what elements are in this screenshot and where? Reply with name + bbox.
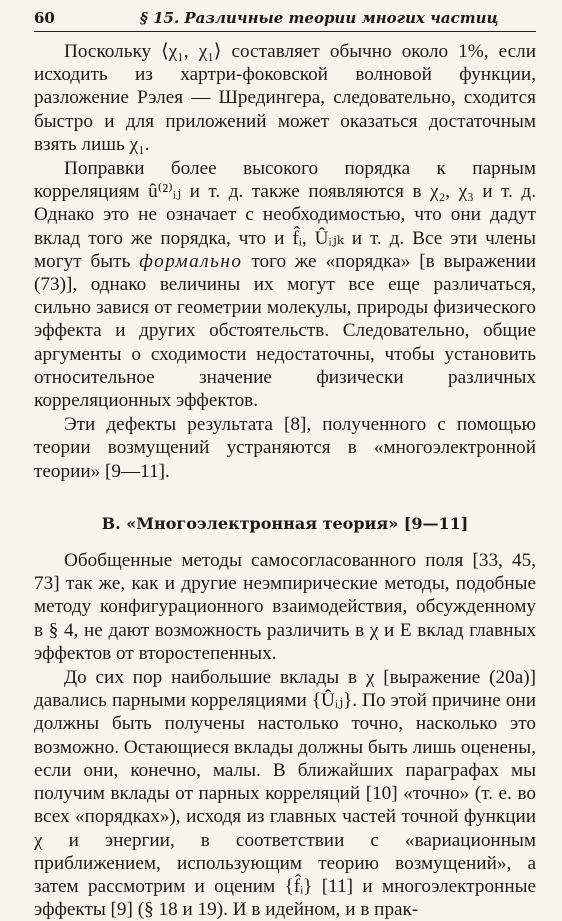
paragraph-2 xyxy=(34,157,536,412)
paragraph-1: Поскольку ⟨χ₁, χ₁⟩ составляет обычно около 1%, если исходить из хартри-фоковской волновой функции, разложение Рэлея — Шредингера, следовательно, сходится быстро и для приложений может оказаться достаточным взять лишь χ₁. xyxy=(34,41,536,155)
paragraph-4: Обобщенные методы самосогласованного поля [33, 45, 73] так же, как и другие неэмпирические методы, подобные методу конфигурационного взаимодействия, обсужденному в § 4, не дают возможность различить в χ и E вклад главных эффектов от второстепенных. xyxy=(34,550,536,664)
paragraph-2-text-b: того же «порядка» [в выражении (73)], однако величины их могут все еще различаться, сильно завися от геометрии молекулы, природы физического эффекта и других обстоятельств. Следовательно, общие аргументы о сходимости недостаточны, чтобы установить относительное значение физически различных корреляционных эффектов. xyxy=(34,250,537,412)
paragraph-3: Эти дефекты результата [8], полученного с помощью теории возмущений устраняются в «многоэлектронной теории» [9—11]. xyxy=(34,414,536,482)
page-header xyxy=(34,9,536,32)
paragraph-5: До сих пор наибольшие вклады в χ [выражение (20а)] давались парными корреляциями {Ûᵢⱼ}. По этой причине они должны быть получены настолько точно, насколько это возможно. Остающиеся вклады должны быть лишь оценены, если они, конечно, малы. В ближайших параграфах мы получим вклады от парных корреляций [10] «точно» (т. е. во всех «порядках»), исходя из главных частей точной функции χ и энергии, в соответствии с «вариационным приближением, использующим теорию возмущений», а затем рассмотрим и оценим {f̂ᵢ} [11] и многоэлектронные эффекты [9] (§ 18 и 19). И в идейном, и в прак- xyxy=(34,667,536,921)
running-title: § 15. Различные теории многих частиц xyxy=(140,9,499,27)
paragraph-2-text-a: Поправки более высокого порядка к парным корреляциям û⁽²⁾ᵢⱼ и т. д. также появляются в χ₂, χ₃ и т. д. Однако это не означает с необходимостью, что они дадут вклад того же порядка, что и f̂ᵢ, Ûᵢⱼₖ и т. д. Все эти члены могут быть xyxy=(34,158,536,272)
emphasis-formally: формально xyxy=(139,250,243,272)
section-heading: В. «Многоэлектронная теория» [9—11] xyxy=(101,513,469,533)
page-body xyxy=(34,40,536,921)
page-number: 60 xyxy=(34,9,55,27)
